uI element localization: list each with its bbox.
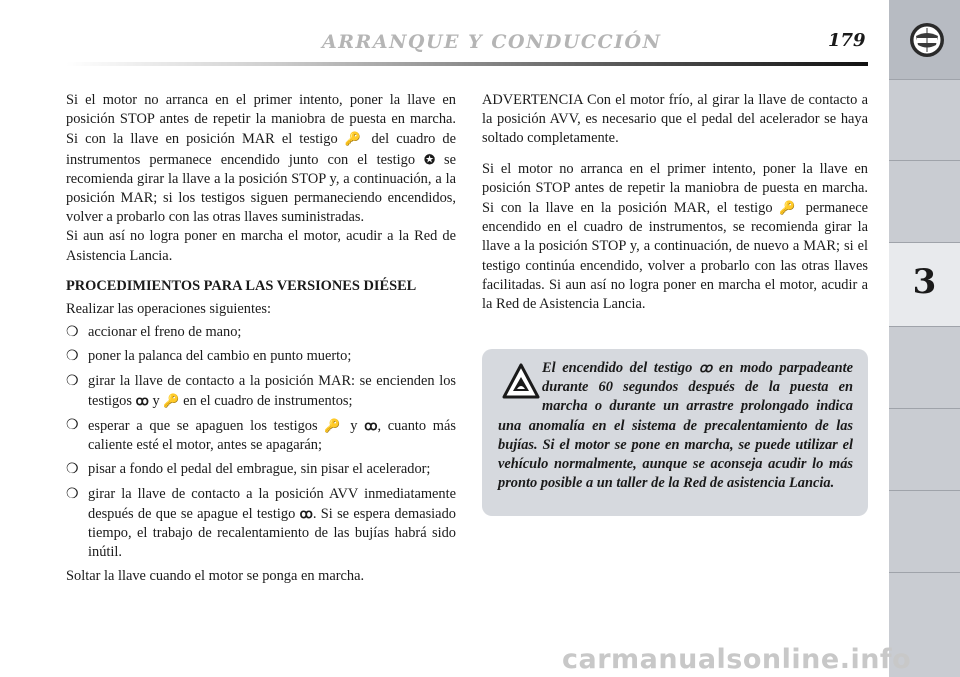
intro-text: Realizar las operaciones siguientes: <box>66 301 271 318</box>
sidebar-divider <box>889 408 960 409</box>
bullet-icon: ❍ <box>66 373 79 389</box>
bullet-icon: ❍ <box>66 349 79 365</box>
chapter-sidebar <box>889 0 960 677</box>
list-item: ❍ accionar el freno de mano; <box>66 323 456 342</box>
paragraph: Si el motor no arranca en el primer intento, poner la llave en posición STOP antes de repetir la maniobra de puesta en marcha. Si con la llave en posición MAR el testigo 🔑 del cuadro de instrumentos permanece encendido junto con el testigo ✪ se recomienda girar la llave a la posición STOP y, a continuación, a la posición MAR; si los testigos siguen permaneciendo encendidos, volver a probarlo con las otras llaves suministradas. <box>66 92 457 226</box>
closing-text: Soltar la llave cuando el motor se ponga en marcha. <box>66 568 365 585</box>
bullet-icon: ❍ <box>66 486 79 502</box>
list-item: ❍ pisar a fondo el pedal del embrague, sin pisar el acelerador; <box>66 460 456 479</box>
list-item: ❍ esperar a que se apaguen los testigos 🔑 y ꝏ, cuanto más caliente esté el motor, antes se apagarán; <box>66 418 456 454</box>
bullet-icon: ❍ <box>66 462 79 478</box>
glow-plug-icon: ꝏ <box>698 360 713 375</box>
right-column <box>482 91 868 314</box>
page-number: 179 <box>828 30 866 51</box>
bullet-icon: ❍ <box>66 418 79 434</box>
sidebar-divider <box>889 160 960 161</box>
warning-box <box>482 349 868 516</box>
sidebar-divider <box>889 242 960 243</box>
left-column <box>66 91 456 587</box>
chapter-number: 3 <box>912 262 937 302</box>
immobilizer-icon: 🔑 <box>324 418 344 434</box>
warning-text: El encendido del testigo ꝏ en modo parpadeante durante 60 segundos después de la puesta en marcha o durante un arrastre prolongado indica una anomalía en el sistema de precalentamiento de las bujías. Si el motor se pone en marcha, se puede utilizar el vehículo normalmente, aunque se aconseja acudir lo más pronto posible a un taller de la Red de asistencia Lancia. <box>498 360 853 492</box>
glow-plug-icon: ꝏ <box>364 418 378 434</box>
bullet-icon: ❍ <box>66 325 79 341</box>
glow-plug-icon: ꝏ <box>299 505 313 521</box>
sidebar-divider <box>889 572 960 573</box>
sidebar-divider <box>889 326 960 327</box>
list-item: ❍ girar la llave de contacto a la posición MAR: se encienden los testigos ꝏ y 🔑 en el cuadro de instrumentos; <box>66 372 456 409</box>
section-heading: PROCEDIMIENTOS PARA LAS VERSIONES DIÉSEL <box>66 277 417 294</box>
paragraph: Si aun así no logra poner en marcha el motor, acudir a la Red de Asistencia Lancia. <box>66 228 456 264</box>
sidebar-divider <box>889 490 960 491</box>
immobilizer-icon: 🔑 <box>163 392 180 408</box>
paragraph: ADVERTENCIA Con el motor frío, al girar la llave de contacto a la posición AVV, es necesario que el pedal del acelerador se haya soltado completamente. <box>482 92 868 147</box>
steps-list <box>66 323 456 562</box>
list-item: ❍ girar la llave de contacto a la posición AVV inmediatamente después de que se apague el testigo ꝏ. Si se espera demasiado tiempo, el trabajo de recalentamiento de las bujías habrá sido inútil. <box>66 485 456 561</box>
glow-plug-icon: ꝏ <box>135 392 149 408</box>
engine-warning-icon: ✪ <box>424 151 435 167</box>
immobilizer-icon: 🔑 <box>779 200 799 216</box>
paragraph: Si el motor no arranca en el primer intento, poner la llave en posición STOP antes de repetir la maniobra de puesta en marcha. Si con la llave en la posición MAR, el testigo 🔑 permanece encendido en el cuadro de instrumentos, se recomienda girar la llave a la posición STOP y, a continuación, de nuevo a MAR; si el testigo continúa encendido, volver a probarlo con las otras llaves facilitadas. Si aun así no logra poner en marcha el motor, acudir a la Red de Asistencia Lancia. <box>482 160 868 313</box>
sidebar-divider <box>889 79 960 80</box>
immobilizer-icon: 🔑 <box>344 131 365 147</box>
list-item: ❍ poner la palanca del cambio en punto muerto; <box>66 347 456 366</box>
watermark: carmanualsonline.info <box>562 644 912 675</box>
header-rule <box>66 62 868 66</box>
chapter-title: ARRANQUE Y CONDUCCIÓN <box>322 31 662 53</box>
lancia-logo-icon <box>909 22 945 58</box>
